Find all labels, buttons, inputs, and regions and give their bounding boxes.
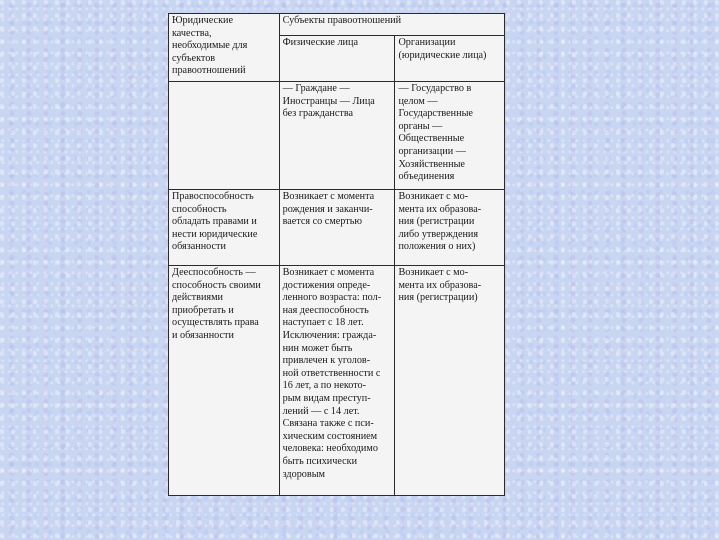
physical-persons-header-cell: Физические лица xyxy=(279,36,395,82)
legal-capacity-physical-cell: Возникает с момента достижения опреде- ленного возраста: пол- ная дееспособность наступает с 18 лет. Исключения: гражда- нин может быть привлечен к уголов- ной ответственности с 16 лет, а по некото- рым видам преступ- лений — с 14 лет. Связана также с пси- хическим состоянием человека: необходимо быть психически здоровым xyxy=(279,266,395,496)
organizations-list-cell: — Государство в целом — Государственные органы — Общественные организации — Хозяйственные объединения xyxy=(395,82,505,190)
capacity-label-cell: Правоспособность способность обладать правами и нести юридические обязанности xyxy=(169,190,280,266)
legal-subjects-table xyxy=(168,13,505,496)
legal-capacity-label-cell: Дееспособность — способность своими действиями приобретать и осуществлять права и обязанности xyxy=(169,266,280,496)
capacity-physical-cell: Возникает с момента рождения и заканчи- вается со смертью xyxy=(279,190,395,266)
subjects-header-cell: Субъекты правоотношений xyxy=(279,14,504,36)
capacity-org-cell: Возникает с мо- мента их образова- ния (регистрации либо утверждения положения о них) xyxy=(395,190,505,266)
legal-qualities-header-cell: Юридические качества, необходимые для субъектов правоотношений xyxy=(169,14,280,82)
legal-capacity-org-cell: Возникает с мо- мента их образова- ния (регистрации) xyxy=(395,266,505,496)
table-row xyxy=(169,82,505,190)
table-row xyxy=(169,266,505,496)
organizations-header-cell: Организации (юридические лица) xyxy=(395,36,505,82)
empty-cell xyxy=(169,82,280,190)
table-row xyxy=(169,14,505,36)
table-row xyxy=(169,190,505,266)
physical-persons-list-cell: — Граждане — Иностранцы — Лица без гражданства xyxy=(279,82,395,190)
